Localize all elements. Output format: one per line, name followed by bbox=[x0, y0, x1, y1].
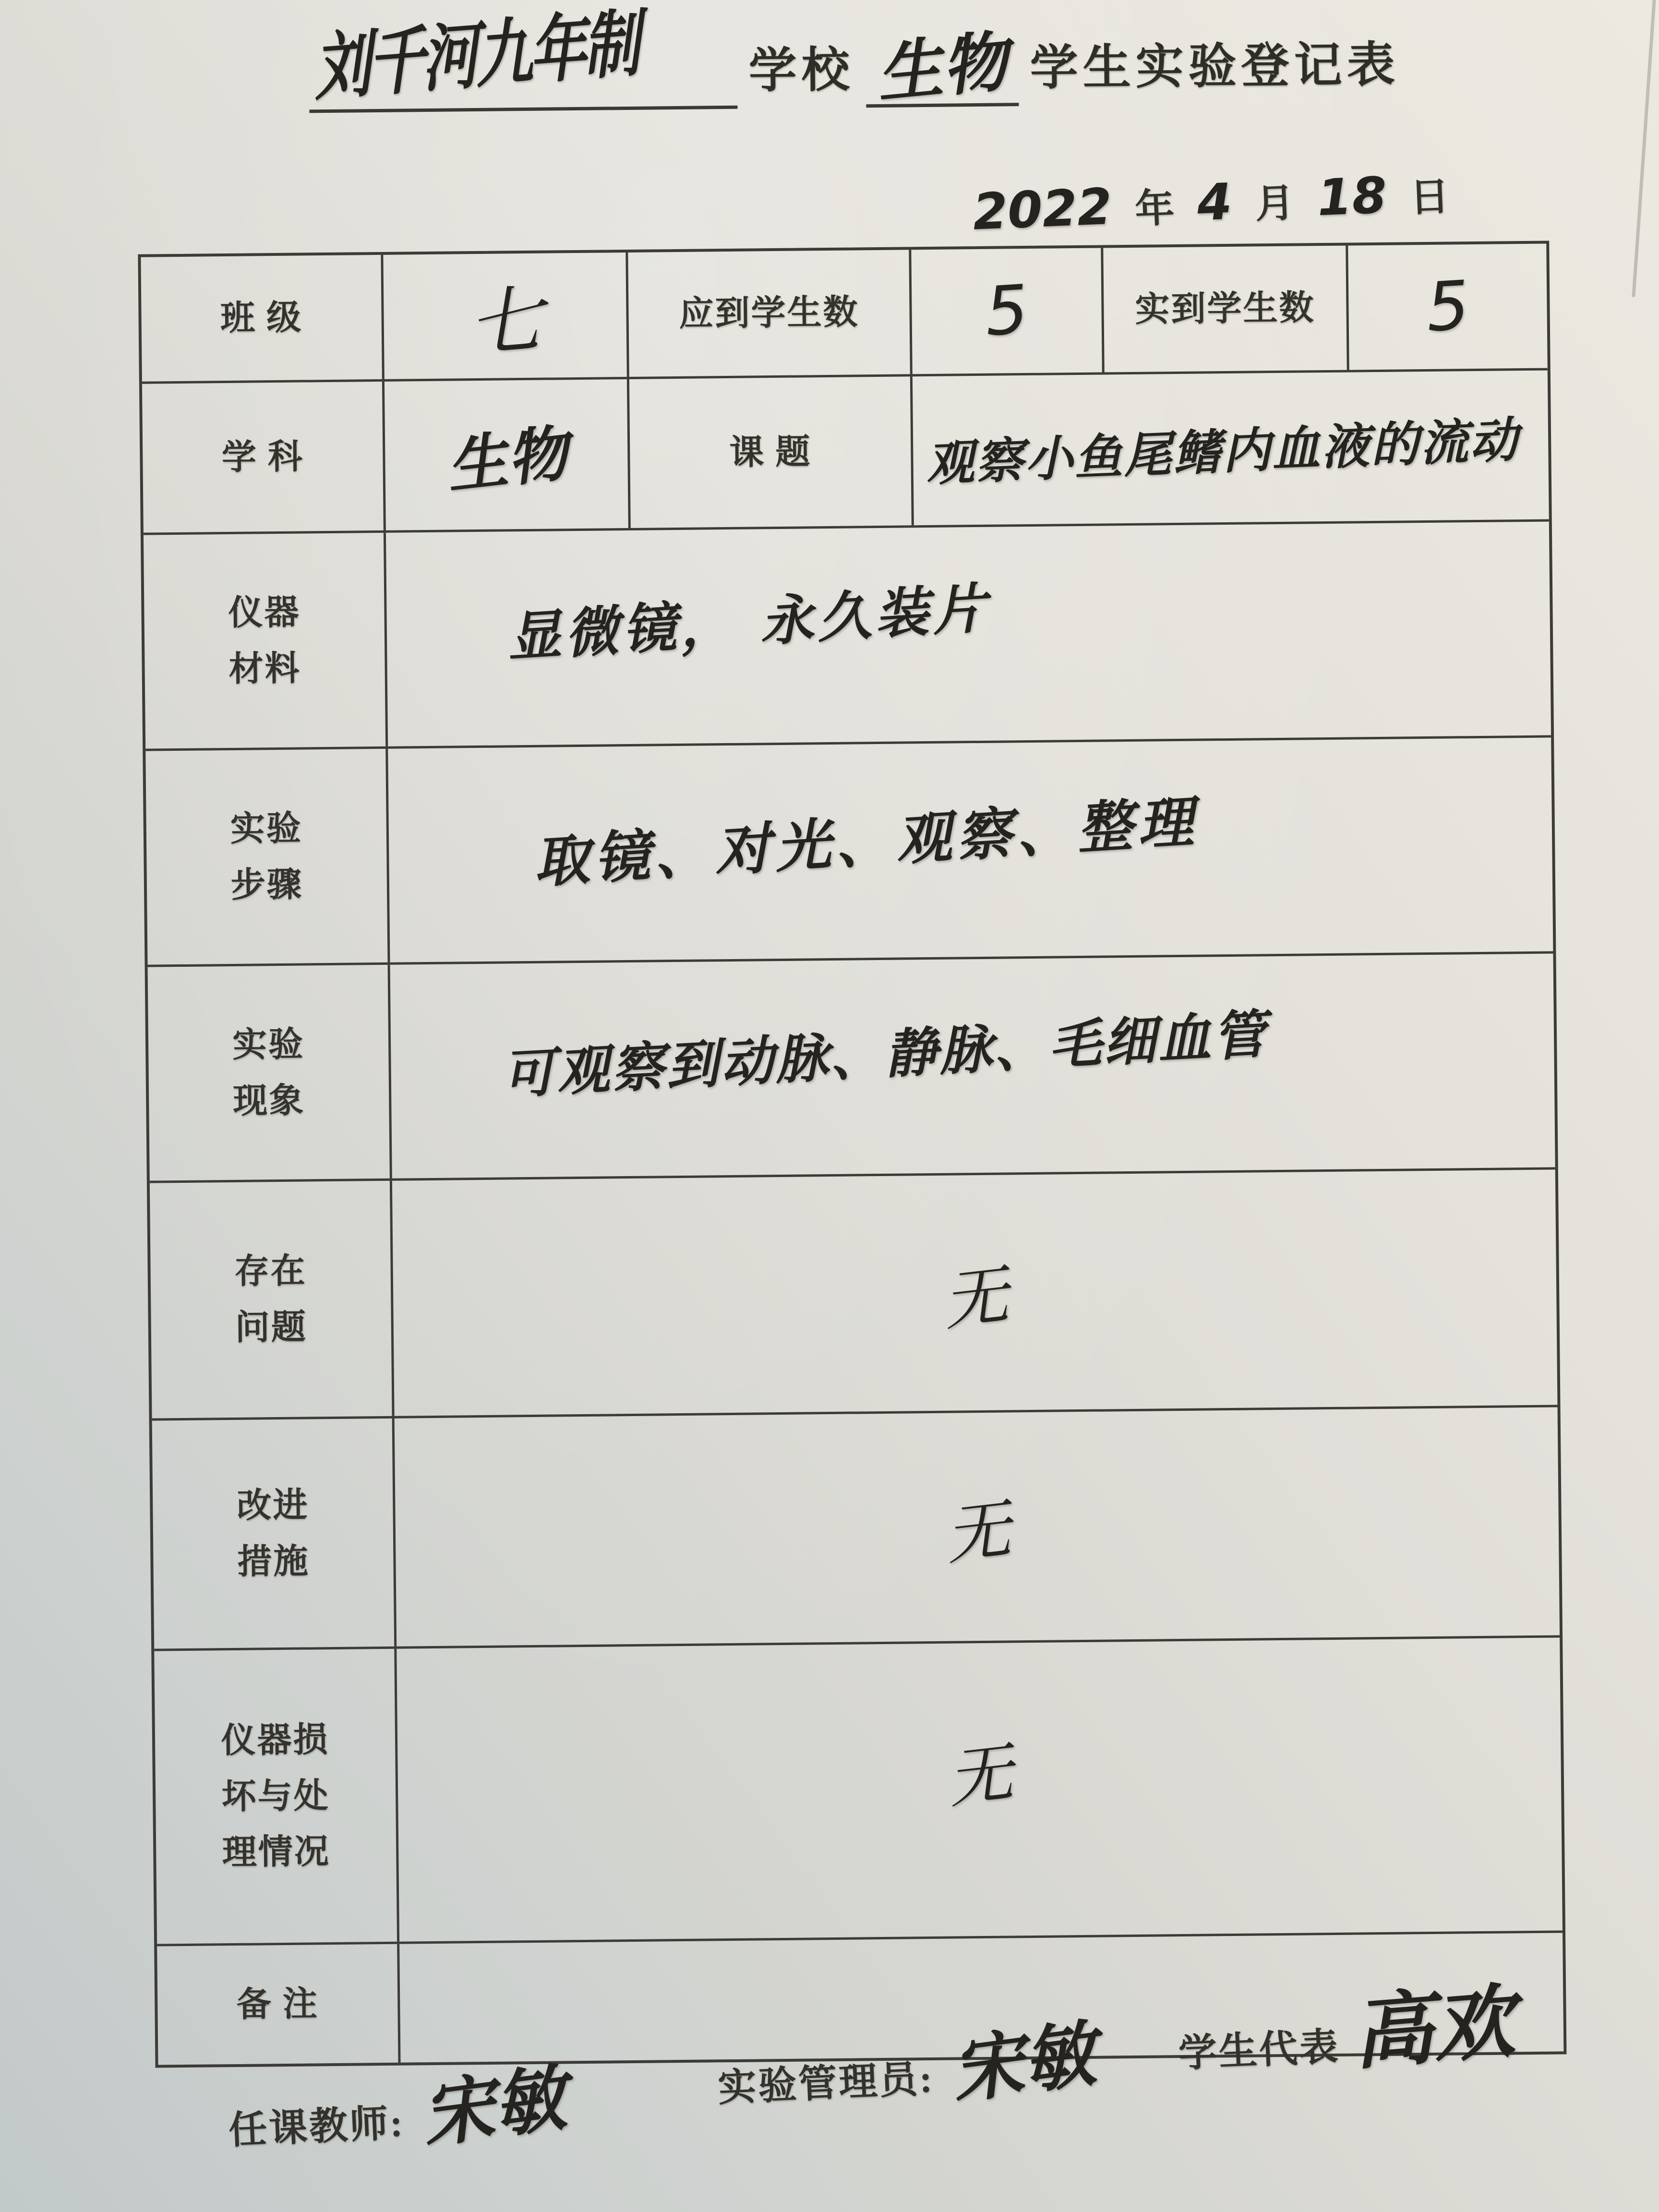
class-value-cell bbox=[383, 252, 629, 379]
table-row-phenomena bbox=[148, 954, 1555, 1183]
experiment-table bbox=[138, 241, 1566, 2068]
actual-students-cell bbox=[1348, 244, 1547, 370]
damage-value-handwritten: 无 bbox=[943, 1734, 1017, 1817]
manager-signature-handwritten: 宋敏 bbox=[946, 2012, 1100, 2114]
topic-label: 课 题 bbox=[629, 376, 914, 528]
school-label: 学校 bbox=[748, 43, 855, 98]
table-row-class bbox=[141, 244, 1547, 384]
problems-value-cell bbox=[392, 1170, 1558, 1416]
steps-label: 实验 步骤 bbox=[145, 749, 390, 965]
subject-value-cell bbox=[385, 379, 631, 530]
expected-students-label: 应到学生数 bbox=[628, 250, 912, 377]
phenomena-label: 实验 现象 bbox=[148, 965, 392, 1181]
class-value-handwritten: 七 bbox=[465, 276, 546, 368]
school-name-blank bbox=[309, 0, 738, 113]
subject-label: 学 科 bbox=[142, 382, 386, 533]
remarks-label: 备 注 bbox=[157, 1944, 400, 2065]
phenomena-value-cell bbox=[390, 954, 1555, 1178]
improvements-label: 改进 措施 bbox=[152, 1419, 397, 1649]
teacher-signature-group bbox=[226, 2045, 571, 2164]
expected-students-handwritten: 5 bbox=[983, 270, 1031, 352]
actual-students-label: 实到学生数 bbox=[1103, 246, 1349, 373]
date-year-unit: 年 bbox=[1134, 186, 1176, 231]
date-day-handwritten: 18 bbox=[1316, 166, 1388, 228]
teacher-label: 任课教师: bbox=[228, 2102, 406, 2152]
table-row-steps bbox=[145, 738, 1553, 967]
manager-signature-group bbox=[715, 2001, 1100, 2122]
form-title-suffix: 学生实验登记表 bbox=[1030, 37, 1400, 95]
actual-students-handwritten: 5 bbox=[1424, 266, 1472, 348]
instruments-value-handwritten: 显微镜， 永久装片 bbox=[505, 577, 992, 670]
instruments-label: 仪器 材料 bbox=[144, 533, 388, 749]
expected-students-cell bbox=[911, 248, 1104, 374]
table-row-improvements bbox=[152, 1407, 1560, 1651]
table-row-subject bbox=[142, 371, 1549, 535]
date-line bbox=[972, 163, 1450, 241]
improvements-value-handwritten: 无 bbox=[941, 1491, 1014, 1574]
table-row-problems bbox=[150, 1170, 1558, 1421]
damage-value-cell bbox=[397, 1637, 1563, 1941]
form-title bbox=[309, 0, 1412, 113]
problems-label: 存在 问题 bbox=[150, 1181, 395, 1419]
student-representative-signature-handwritten: 高欢 bbox=[1349, 1974, 1517, 2081]
damage-label: 仪器损 坏与处 理情况 bbox=[154, 1649, 399, 1944]
subject-name-blank bbox=[866, 24, 1019, 112]
topic-value-handwritten: 观察小鱼尾鳍内血液的流动 bbox=[925, 411, 1520, 492]
instruments-value-cell bbox=[386, 522, 1551, 746]
problems-value-handwritten: 无 bbox=[938, 1257, 1012, 1340]
date-month-unit: 月 bbox=[1254, 181, 1296, 227]
student-representative-label: 学生代表 bbox=[1178, 2026, 1341, 2076]
table-row-damage bbox=[154, 1637, 1563, 1946]
steps-value-cell bbox=[388, 738, 1553, 962]
subject-value-handwritten: 生物 bbox=[443, 417, 571, 502]
table-row-instruments bbox=[144, 522, 1551, 751]
student-representative-group bbox=[1175, 1960, 1516, 2090]
manager-label: 实验管理员: bbox=[717, 2058, 935, 2110]
school-name-handwritten: 刘千河九年制 bbox=[312, 0, 639, 111]
topic-value-cell bbox=[913, 371, 1549, 526]
date-day-unit: 日 bbox=[1409, 174, 1450, 220]
date-month-handwritten: 4 bbox=[1196, 172, 1233, 232]
class-label: 班 级 bbox=[141, 255, 384, 382]
steps-value-handwritten: 取镜、对光、观察、整理 bbox=[531, 789, 1200, 896]
date-year-handwritten: 2022 bbox=[972, 177, 1113, 241]
phenomena-value-handwritten: 可观察到动脉、静脉、毛细血管 bbox=[500, 1003, 1269, 1106]
teacher-signature-handwritten: 宋敏 bbox=[417, 2056, 571, 2158]
improvements-value-cell bbox=[395, 1407, 1560, 1646]
subject-name-handwritten: 生物 bbox=[873, 24, 1011, 112]
